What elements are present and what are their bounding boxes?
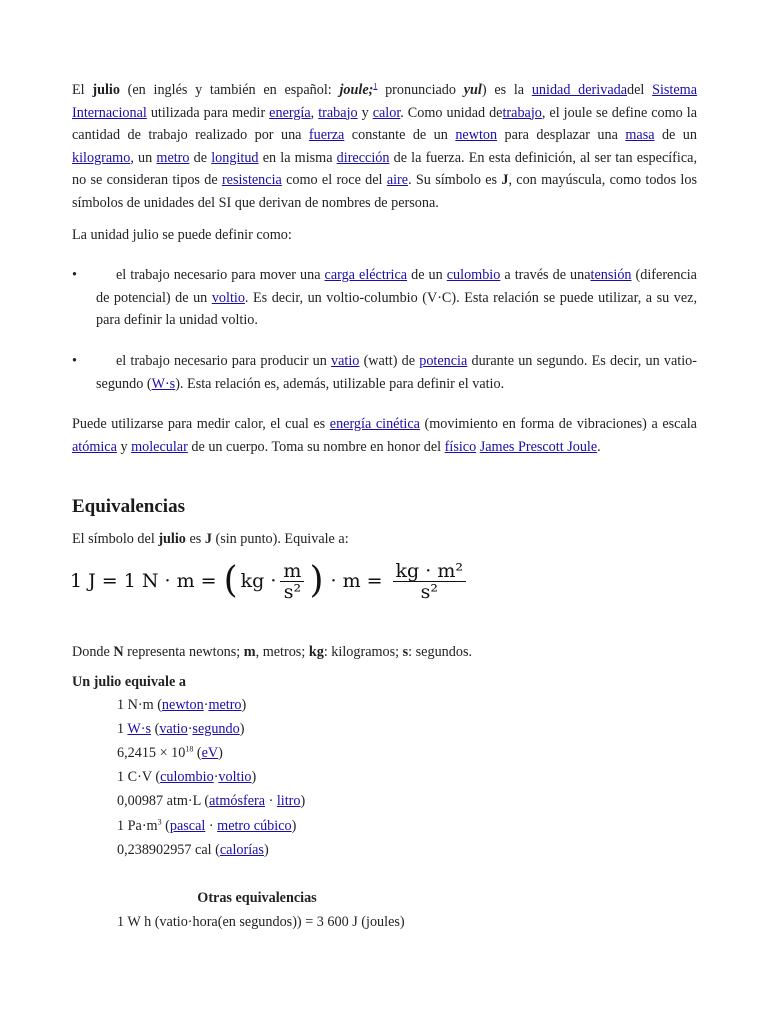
term-yul: yul (463, 82, 482, 98)
link-energia-cinetica[interactable]: energía cinética (329, 416, 420, 432)
text: de un (407, 267, 447, 283)
link-culombio[interactable]: culombio (446, 267, 501, 283)
text: de la fuerza. En esta definición, al ser tan específica, no se consideran tipos de (72, 149, 697, 189)
formula-mid: · m = (330, 569, 383, 592)
text: ) (241, 697, 247, 713)
link-ws[interactable]: W·s (127, 721, 152, 737)
text: a través de una (500, 267, 591, 283)
text: . Como unidad de (400, 104, 503, 121)
text: · (187, 721, 193, 737)
text: (movimiento en forma de vibraciones) a escala (419, 416, 697, 432)
text: ) (291, 818, 297, 834)
text: : segundos. (408, 644, 473, 660)
text: ) es la (481, 82, 532, 98)
link-longitud[interactable]: longitud (211, 149, 259, 166)
link-litro[interactable]: litro (276, 793, 301, 809)
text: de un (654, 127, 697, 144)
define-intro: La unidad julio se puede definir como: (72, 227, 292, 243)
section-heading: Equivalencias (72, 496, 185, 517)
link-tension[interactable]: tensión (590, 267, 632, 283)
list-item (72, 264, 697, 332)
formula-lhs: 1 J = 1 N · m = (70, 569, 217, 592)
term-m: m (243, 644, 256, 660)
text: (diferencia de potencial) de un (96, 267, 697, 306)
text: constante de un (344, 127, 456, 144)
text: Puede utilizarse para medir calor, el cual es (72, 416, 330, 432)
text: 0,238902957 cal ( (117, 842, 220, 858)
text: . (597, 438, 601, 455)
link-molecular[interactable]: molecular (131, 438, 188, 455)
equiv-item (117, 839, 269, 862)
footnote-link[interactable]: 1 (373, 81, 378, 91)
formula-kg: kg · (240, 569, 277, 592)
text: . Su símbolo es (408, 172, 502, 189)
link-aire[interactable]: aire (386, 172, 409, 189)
text: ( (161, 818, 170, 834)
link-calor[interactable]: calor (372, 104, 401, 121)
link-potencia[interactable]: potencia (419, 353, 468, 369)
link-ev[interactable]: eV (201, 745, 219, 761)
link-kilogramo[interactable]: kilogramo (72, 149, 131, 166)
symbol-J: J (501, 172, 509, 189)
link-energia[interactable]: energía (269, 104, 311, 121)
link-fuerza[interactable]: fuerza (308, 127, 345, 144)
text: · (213, 769, 219, 785)
link-metro-cubico[interactable]: metro cúbico (217, 818, 292, 834)
text: el trabajo necesario para producir un (116, 353, 331, 369)
text: , (310, 104, 319, 121)
formula (70, 556, 470, 606)
text: 1 (117, 721, 128, 737)
text: durante un segundo. Es decir, un vatio-segundo ( (96, 353, 697, 392)
text: ) (263, 842, 269, 858)
exponent: 18 (185, 744, 194, 754)
link-sistema-internacional[interactable]: Sistema Internacional (72, 82, 698, 121)
text: · (265, 793, 277, 809)
text: y (357, 104, 373, 121)
link-trabajo[interactable]: trabajo (502, 104, 542, 121)
equiv-item (117, 694, 246, 717)
term-julio: julio (92, 82, 120, 98)
fraction-denominator: s² (283, 580, 302, 603)
term-kg: kg (308, 644, 324, 660)
link-atomica[interactable]: atómica (72, 438, 117, 455)
text: , un (130, 149, 157, 166)
text: El (72, 82, 93, 98)
text: ( (151, 721, 160, 737)
link-segundo[interactable]: segundo (192, 721, 240, 737)
fraction-kgm2-s2 (393, 561, 466, 602)
term-s: s (402, 644, 409, 660)
text: en la misma (258, 149, 337, 166)
symbol-J: J (204, 531, 212, 547)
text: y (116, 438, 132, 455)
text: Donde (72, 644, 114, 660)
text: , con mayúscula, como todos los símbolos de unidades del SI que derivan de nombres de persona. (72, 172, 697, 211)
donde-paragraph (72, 641, 697, 664)
text: · (203, 697, 209, 713)
bullet-text (96, 350, 697, 395)
text: 1 Pa·m (117, 818, 158, 834)
text: representa newtons; (123, 644, 244, 660)
text: utilizada para medir (146, 104, 270, 121)
link-metro[interactable]: metro (208, 697, 242, 713)
text: el trabajo necesario para mover una (116, 267, 325, 283)
text: ) (218, 745, 223, 761)
bullet-icon: • (72, 353, 77, 369)
text: del (627, 82, 653, 98)
link-direccion[interactable]: dirección (336, 149, 390, 166)
text: . Es decir, un voltio-columbio (V·C). Esta relación se puede utilizar, a su vez, para definir la unidad voltio. (96, 289, 697, 329)
text: pronunciado (377, 82, 464, 98)
text: · (205, 818, 218, 834)
bullet-icon: • (72, 267, 77, 283)
link-ws[interactable]: W·s (151, 375, 176, 392)
equiv-item (117, 815, 296, 838)
link-pascal[interactable]: pascal (169, 818, 206, 834)
text: es (185, 531, 205, 547)
text: , el joule se define como la cantidad de trabajo realizado por una (72, 104, 698, 144)
paren-close: ) (309, 560, 324, 601)
text: 6,2415 × 10 (117, 745, 186, 761)
link-masa[interactable]: masa (625, 127, 655, 144)
text: ) (251, 769, 257, 785)
text: 1 N·m ( (117, 697, 162, 713)
text: , metros; (255, 644, 309, 660)
text: (watt) de (359, 353, 420, 369)
equiv-item (117, 742, 223, 765)
text: (sin punto). Equivale a: (211, 531, 349, 547)
equivale-label: Un julio equivale a (72, 674, 186, 690)
link-trabajo[interactable]: trabajo (318, 104, 358, 121)
link-calorias[interactable]: calorías (219, 842, 264, 858)
fraction-denominator: s² (420, 580, 438, 603)
fraction-numerator: kg · m² (393, 561, 466, 582)
text: 1 C·V ( (117, 769, 161, 785)
exponent: 3 (157, 817, 162, 827)
link-vatio[interactable]: vatio (159, 721, 188, 737)
text: (en inglés y también en español: (119, 82, 340, 98)
link-voltio[interactable]: voltio (218, 769, 252, 785)
equiv-item (117, 790, 305, 813)
paren-open: ( (223, 560, 238, 601)
text: de (189, 149, 212, 166)
text: ). Esta relación es, además, utilizable para definir el vatio. (175, 375, 505, 392)
bullet-text (96, 264, 697, 332)
text: : kilogramos; (323, 644, 403, 660)
term-julio: julio (158, 531, 186, 547)
link-vatio[interactable]: vatio (331, 353, 360, 369)
otras-heading: Otras equivalencias (197, 890, 317, 906)
link-voltio[interactable]: voltio (211, 289, 245, 306)
text: ) (300, 793, 306, 809)
text: ) (239, 721, 245, 737)
link-atmosfera[interactable]: atmósfera (209, 793, 266, 809)
link-resistencia[interactable]: resistencia (221, 172, 282, 189)
text: 0,00987 atm·L ( (117, 793, 210, 809)
text: como el roce del (281, 172, 387, 189)
intro-paragraph (72, 79, 697, 215)
text: El símbolo del (72, 531, 159, 547)
term-N: N (113, 644, 124, 660)
text: ( (193, 745, 202, 761)
term-joule: joule; (339, 82, 374, 98)
equiv-item (117, 718, 244, 741)
symbol-paragraph (72, 528, 697, 551)
otras-line: 1 W h (vatio·hora(en segundos)) = 3 600 J (joules) (117, 914, 405, 930)
list-item (72, 350, 697, 395)
link-unidad-derivada[interactable]: unidad derivada (531, 82, 628, 98)
link-newton[interactable]: newton (455, 127, 498, 144)
link-culombio[interactable]: culombio (160, 769, 214, 785)
link-newton[interactable]: newton (161, 697, 204, 713)
fraction-numerator: m (280, 561, 304, 582)
link-james-prescott-joule[interactable]: James Prescott Joule (479, 438, 598, 455)
link-metro[interactable]: metro (156, 149, 190, 166)
equiv-item (117, 766, 256, 789)
calor-paragraph (72, 413, 697, 458)
fraction-m-s2 (280, 561, 304, 602)
text: de un cuerpo. Toma su nombre en honor del (187, 438, 445, 455)
link-carga-electrica[interactable]: carga eléctrica (324, 267, 408, 283)
text: para desplazar una (497, 127, 626, 144)
link-fisico[interactable]: físico (444, 438, 477, 455)
